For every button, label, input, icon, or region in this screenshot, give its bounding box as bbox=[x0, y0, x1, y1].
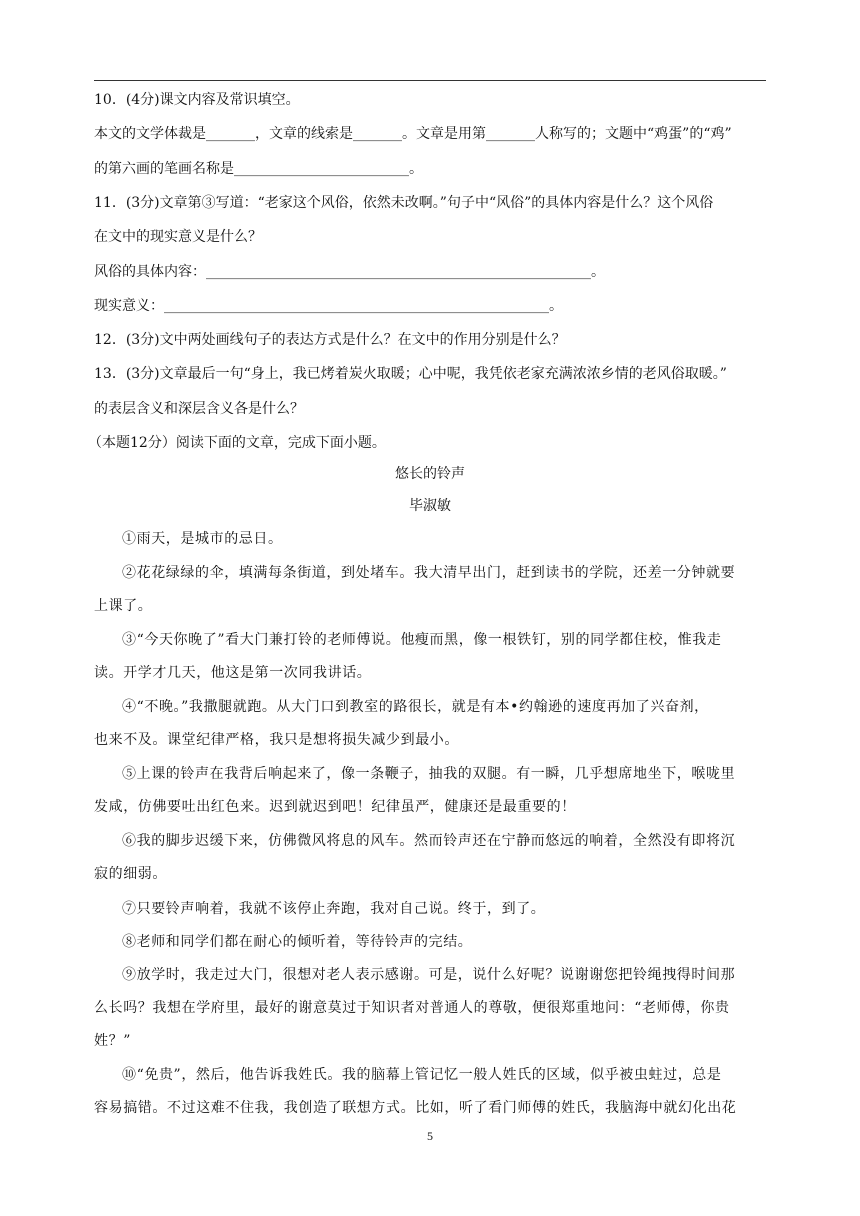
article-title: 悠长的铃声 bbox=[395, 466, 465, 482]
question-11-text-line-2: 在文中的现实意义是什么？ bbox=[94, 229, 262, 245]
paragraph-line: ⑨放学时，我走过大门，很想对老人表示感谢。可是，说什么好呢？说谢谢您把铃绳拽得时间那 bbox=[122, 967, 736, 983]
article-paragraph-6 bbox=[94, 832, 766, 898]
paragraph-line: 上课了。 bbox=[94, 598, 153, 614]
paragraph-line: 读。开学才几天，他这是第一次同我讲话。 bbox=[94, 665, 372, 681]
paragraph-line: ⑦只要铃声响着，我就不该停止奔跑，我对自己说。终于，到了。 bbox=[122, 901, 546, 917]
paragraph-line: ⑩“免贵”，然后，他告诉我姓氏。我的脑幕上管记忆一般人姓氏的区域，似乎被虫蛀过，总是 bbox=[122, 1067, 722, 1083]
paragraph-line: ⑤上课的铃声在我背后响起来了，像一条鞭子，抽我的双腿。有一瞬，几乎想席地坐下，喉咙里 bbox=[122, 766, 736, 782]
paragraph-line: 寂的细弱。 bbox=[94, 866, 167, 882]
article-paragraph-4 bbox=[94, 698, 766, 764]
section-intro: （本题12分）阅读下面的文章，完成下面小题。 bbox=[88, 435, 386, 451]
article-paragraph-5 bbox=[94, 765, 766, 831]
article-author: 毕淑敏 bbox=[409, 498, 451, 514]
paragraph-line: 容易搞错。不过这难不住我，我创造了联想方式。比如，听了看门师傅的姓氏，我脑海中就幻化出花 bbox=[94, 1100, 737, 1116]
paragraph-line: ⑥我的脚步迟缓下来，仿佛微风将息的风车。然而铃声还在宁静而悠远的响着，全然没有即将沉 bbox=[122, 833, 736, 849]
paragraph-line: ①雨天，是城市的忌日。 bbox=[122, 531, 283, 547]
article-paragraph-10 bbox=[94, 1066, 766, 1132]
question-11-answer-meaning: 现实意义：_______________________________________________________。 bbox=[94, 298, 563, 314]
article-paragraph-7 bbox=[94, 900, 766, 933]
paragraph-line: ④“不晚。”我撒腿就跑。从大门口到教室的路很长，就是有本•约翰逊的速度再加了兴奋剂， bbox=[122, 699, 709, 715]
question-10-text-line-2: 的第六画的笔画名称是_________________________。 bbox=[94, 161, 423, 177]
paragraph-line: 发咸，仿佛要吐出红色来。迟到就迟到吧！纪律虽严，健康还是最重要的！ bbox=[94, 799, 576, 815]
question-11-text-line-1: 11．(3分)文章第③写道：“老家这个风俗，依然未改啊。”句子中“风俗”的具体内容是什么？这个风俗 bbox=[94, 195, 714, 211]
paragraph-line: 么长吗？我想在学府里，最好的谢意莫过于知识者对普通人的尊敬，便很郑重地问：“老师傅，你贵 bbox=[94, 1000, 730, 1016]
page-number: 5 bbox=[427, 1129, 433, 1143]
question-11-answer-content: 风俗的具体内容：_______________________________________________________。 bbox=[94, 264, 605, 280]
paragraph-line: ③“今天你晚了”看大门兼打铃的老师傅说。他瘦而黑，像一根铁钉，别的同学都住校，惟我走 bbox=[122, 632, 722, 648]
question-10-title: 10．(4分)课文内容及常识填空。 bbox=[94, 92, 300, 108]
article-paragraph-3 bbox=[94, 631, 766, 697]
article-paragraph-2 bbox=[94, 564, 766, 630]
paragraph-line: ⑧老师和同学们都在耐心的倾听着，等待铃声的完结。 bbox=[122, 934, 473, 950]
article-paragraph-9 bbox=[94, 966, 766, 1065]
paragraph-line: ②花花绿绿的伞，填满每条街道，到处堵车。我大清早出门，赶到读书的学院，还差一分钟就要 bbox=[122, 565, 736, 581]
article-paragraph-8 bbox=[94, 933, 766, 966]
question-13-text-line-2: 的表层含义和深层含义各是什么？ bbox=[94, 401, 304, 417]
question-13-text-line-1: 13．(3分)文章最后一句“身上，我已烤着炭火取暖；心中呢，我凭依老家充满浓浓乡情的老风俗取暖。” bbox=[94, 366, 727, 382]
paragraph-line: 姓？” bbox=[94, 1033, 131, 1049]
question-10-text-line-1: 本文的文学体裁是_______，文章的线索是_______。文章是用第_______人称写的；文题中“鸡蛋”的“鸡” bbox=[94, 126, 732, 142]
article-paragraph-1 bbox=[94, 530, 766, 563]
header-rule bbox=[94, 80, 766, 81]
question-12-text: 12．(3分)文中两处画线句子的表达方式是什么？在文中的作用分别是什么？ bbox=[94, 332, 566, 348]
paragraph-line: 也来不及。课堂纪律严格，我只是想将损失减少到最小。 bbox=[94, 732, 459, 748]
